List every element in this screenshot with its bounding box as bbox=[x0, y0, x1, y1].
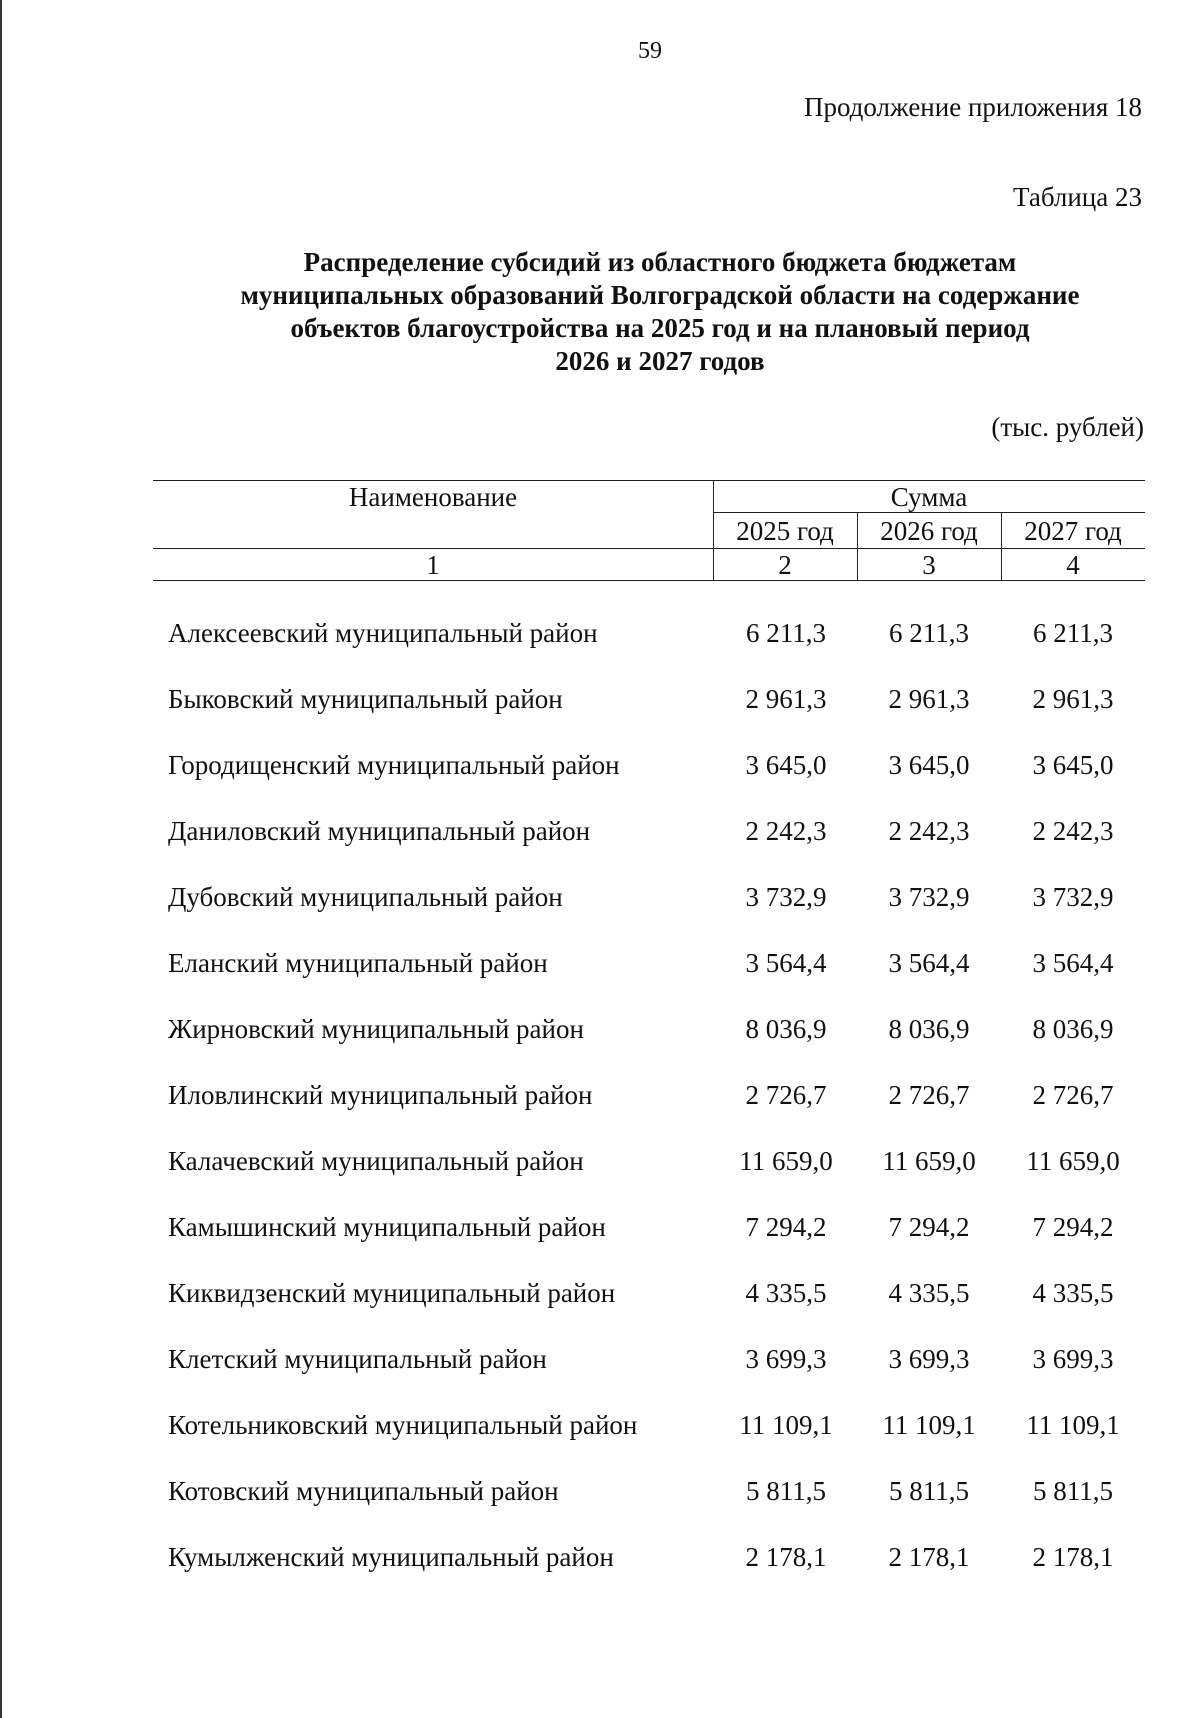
value-2027: 8 036,9 bbox=[1032, 1014, 1114, 1044]
value-2025: 2 178,1 bbox=[745, 1542, 827, 1572]
year-header: 2027 год bbox=[1024, 516, 1122, 546]
value-2026: 5 811,5 bbox=[889, 1476, 969, 1506]
table-row bbox=[0, 816, 1200, 856]
value-2026: 2 178,1 bbox=[888, 1542, 970, 1572]
table-row bbox=[0, 1014, 1200, 1054]
value-2026: 2 961,3 bbox=[888, 684, 970, 714]
value-2027: 11 659,0 bbox=[1026, 1146, 1120, 1176]
district-name: Камышинский муниципальный район bbox=[168, 1212, 606, 1242]
value-2025: 3 564,4 bbox=[745, 948, 827, 978]
value-2027: 3 564,4 bbox=[1032, 948, 1114, 978]
value-2027: 2 961,3 bbox=[1032, 684, 1114, 714]
title-line: Распределение субсидий из областного бюджета бюджетам bbox=[303, 247, 1017, 277]
district-name: Даниловский муниципальный район bbox=[168, 816, 591, 846]
value-2025: 3 645,0 bbox=[745, 750, 827, 780]
value-2027: 5 811,5 bbox=[1033, 1476, 1113, 1506]
year-header: 2025 год bbox=[736, 516, 834, 546]
value-2026: 6 211,3 bbox=[889, 618, 969, 648]
value-2025: 5 811,5 bbox=[746, 1476, 826, 1506]
value-2025: 6 211,3 bbox=[746, 618, 826, 648]
col-number: 3 bbox=[922, 550, 936, 580]
value-2026: 3 564,4 bbox=[888, 948, 970, 978]
value-2025: 7 294,2 bbox=[745, 1212, 827, 1242]
value-2025: 3 699,3 bbox=[745, 1344, 827, 1374]
district-name: Котельниковский муниципальный район bbox=[168, 1410, 638, 1440]
value-2027: 3 699,3 bbox=[1032, 1344, 1114, 1374]
value-2027: 11 109,1 bbox=[1026, 1410, 1120, 1440]
title-line: муниципальных образований Волгоградской области на содержание bbox=[240, 280, 1080, 310]
value-2025: 11 109,1 bbox=[739, 1410, 833, 1440]
value-2025: 2 726,7 bbox=[745, 1080, 827, 1110]
value-2026: 2 242,3 bbox=[888, 816, 970, 846]
units-label: (тыс. рублей) bbox=[991, 412, 1144, 442]
value-2027: 4 335,5 bbox=[1032, 1278, 1114, 1308]
district-name: Городищенский муниципальный район bbox=[168, 750, 620, 780]
table-row bbox=[0, 1476, 1200, 1516]
district-name: Жирновский муниципальный район bbox=[168, 1014, 584, 1044]
page-number: 59 bbox=[638, 38, 662, 64]
table-label: Таблица 23 bbox=[1013, 182, 1142, 212]
col-number: 1 bbox=[426, 550, 440, 580]
title-line: объектов благоустройства на 2025 год и на плановый период bbox=[290, 313, 1030, 343]
value-2026: 3 732,9 bbox=[888, 882, 970, 912]
col-number: 4 bbox=[1066, 550, 1080, 580]
value-2026: 11 109,1 bbox=[882, 1410, 976, 1440]
table-row bbox=[0, 1212, 1200, 1252]
value-2025: 4 335,5 bbox=[745, 1278, 827, 1308]
district-name: Клетский муниципальный район bbox=[168, 1344, 547, 1374]
table-row bbox=[0, 618, 1200, 658]
value-2027: 3 732,9 bbox=[1032, 882, 1114, 912]
district-name: Кумылженский муниципальный район bbox=[168, 1542, 614, 1572]
table-row bbox=[0, 948, 1200, 988]
value-2027: 6 211,3 bbox=[1033, 618, 1113, 648]
table-row bbox=[0, 1542, 1200, 1582]
value-2025: 8 036,9 bbox=[745, 1014, 827, 1044]
value-2027: 2 726,7 bbox=[1032, 1080, 1114, 1110]
value-2026: 7 294,2 bbox=[888, 1212, 970, 1242]
value-2025: 2 242,3 bbox=[745, 816, 827, 846]
value-2026: 3 699,3 bbox=[888, 1344, 970, 1374]
col-number: 2 bbox=[778, 550, 792, 580]
year-header: 2026 год bbox=[880, 516, 978, 546]
document-title bbox=[160, 246, 1160, 378]
district-name: Еланский муниципальный район bbox=[168, 948, 548, 978]
value-2025: 2 961,3 bbox=[745, 684, 827, 714]
table-row bbox=[0, 750, 1200, 790]
district-name: Алексеевский муниципальный район bbox=[168, 618, 598, 648]
table-row bbox=[0, 882, 1200, 922]
table-row bbox=[0, 1278, 1200, 1318]
appendix-label: Продолжение приложения 18 bbox=[803, 92, 1142, 122]
value-2026: 4 335,5 bbox=[888, 1278, 970, 1308]
table-row bbox=[0, 1146, 1200, 1186]
value-2026: 3 645,0 bbox=[888, 750, 970, 780]
district-name: Калачевский муниципальный район bbox=[168, 1146, 584, 1176]
value-2025: 3 732,9 bbox=[745, 882, 827, 912]
table-row bbox=[0, 1410, 1200, 1450]
title-line: 2026 и 2027 годов bbox=[555, 346, 765, 376]
value-2026: 11 659,0 bbox=[882, 1146, 976, 1176]
col-name-header: Наименование bbox=[348, 482, 518, 512]
table-header bbox=[153, 478, 1145, 582]
value-2027: 2 178,1 bbox=[1032, 1542, 1114, 1572]
header-top-border bbox=[153, 480, 1145, 481]
district-name: Быковский муниципальный район bbox=[168, 684, 563, 714]
value-2027: 2 242,3 bbox=[1032, 816, 1114, 846]
value-2025: 11 659,0 bbox=[739, 1146, 833, 1176]
col-sum-header: Сумма bbox=[890, 482, 968, 512]
value-2027: 7 294,2 bbox=[1032, 1212, 1114, 1242]
table-row bbox=[0, 1344, 1200, 1384]
value-2026: 8 036,9 bbox=[888, 1014, 970, 1044]
district-name: Киквидзенский муниципальный район bbox=[168, 1278, 616, 1308]
header-mid-border bbox=[153, 548, 1145, 549]
district-name: Иловлинский муниципальный район bbox=[168, 1080, 593, 1110]
value-2027: 3 645,0 bbox=[1032, 750, 1114, 780]
table-row bbox=[0, 684, 1200, 724]
district-name: Дубовский муниципальный район bbox=[168, 882, 563, 912]
page-edge-line bbox=[0, 0, 2, 1718]
district-name: Котовский муниципальный район bbox=[168, 1476, 559, 1506]
value-2026: 2 726,7 bbox=[888, 1080, 970, 1110]
table-row bbox=[0, 1080, 1200, 1120]
